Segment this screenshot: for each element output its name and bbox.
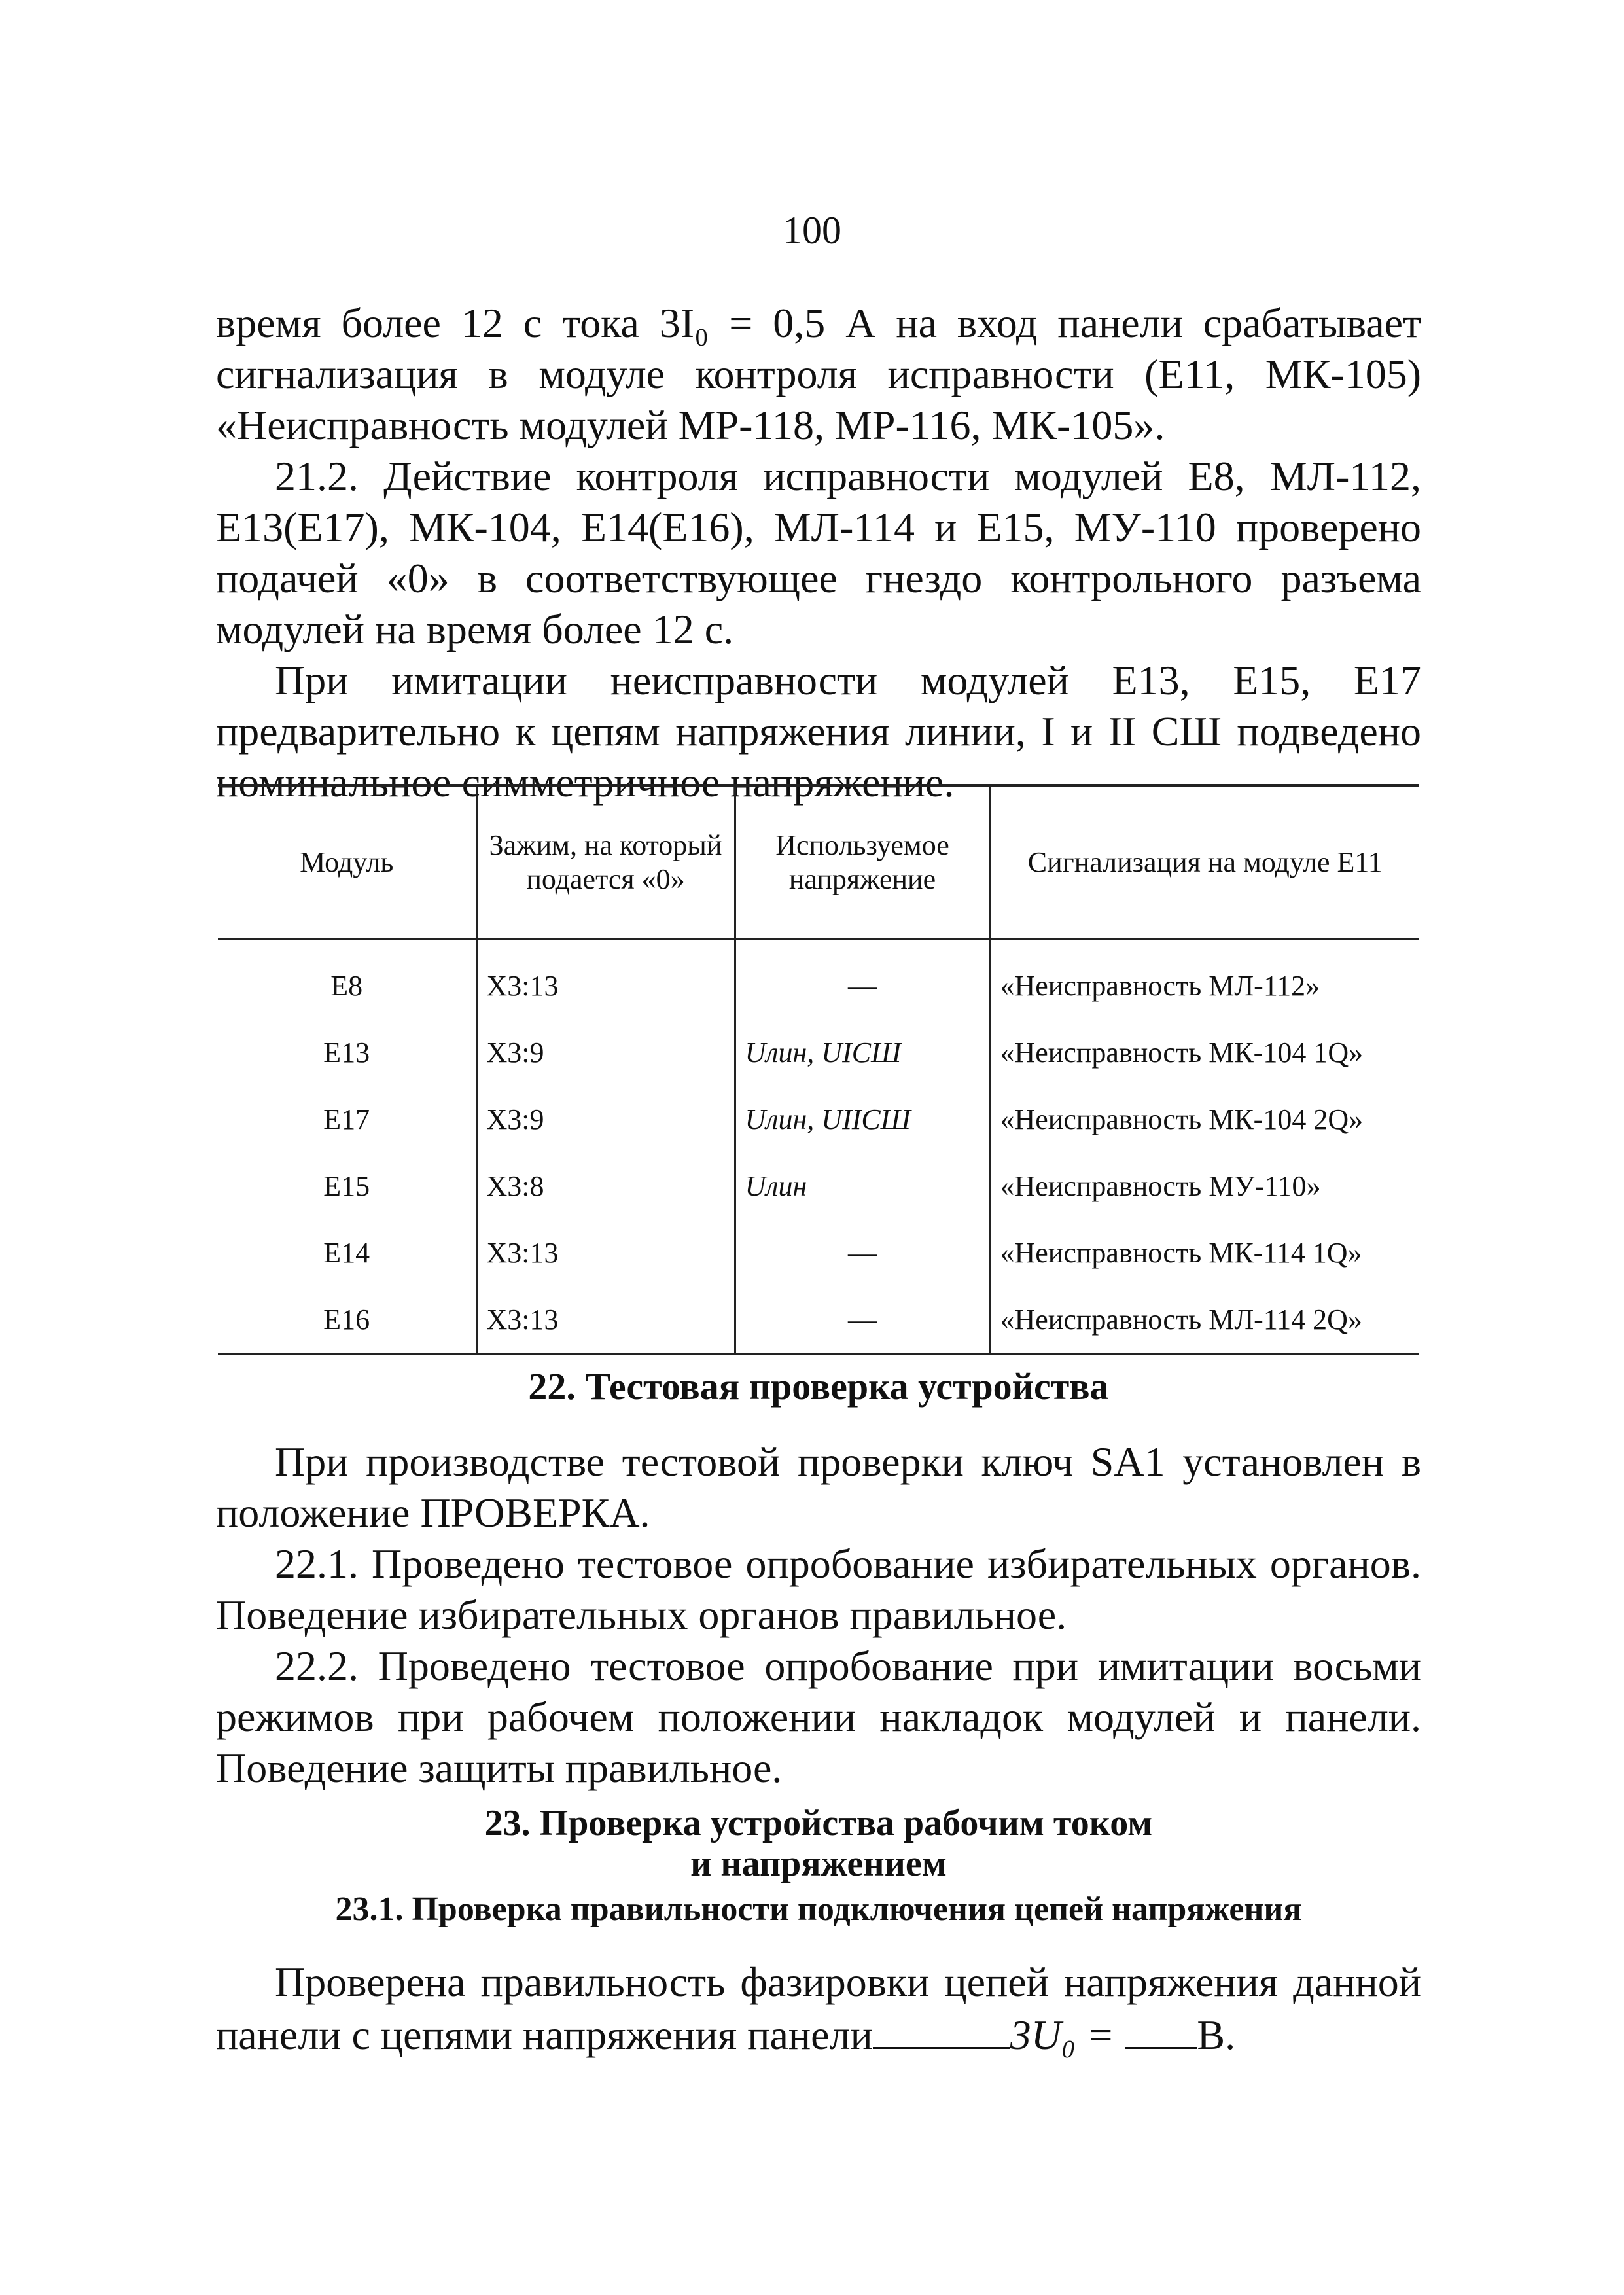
- section-heading-22: 22. Тестовая проверка устройства: [528, 1365, 1109, 1408]
- header-terminal: Зажим, на который подается «0»: [476, 785, 735, 940]
- cell-signal: «Неисправность МЛ-114 2Q»: [990, 1286, 1419, 1354]
- cell-module: Е8: [330, 969, 363, 1002]
- table-row: [218, 1286, 1419, 1354]
- cell-voltage: —: [735, 1219, 990, 1286]
- cell-terminal: Х3:13: [476, 940, 735, 1020]
- text-block-23-1: [216, 1957, 1421, 2061]
- section-heading-23-1: 23.1. Проверка правильности подключения цепей напряжения: [335, 1891, 1302, 1928]
- cell-signal: «Неисправность МУ-110»: [990, 1152, 1419, 1219]
- cell-terminal: Х3:9: [476, 1019, 735, 1086]
- panel-blank-field[interactable]: [873, 2008, 1010, 2049]
- paragraph-phasing: [216, 1957, 1421, 2061]
- cell-signal: «Неисправность МЛ-112»: [990, 940, 1419, 1020]
- table-row: [218, 1152, 1419, 1219]
- section-heading-23-line1: 23. Проверка устройства рабочим током: [484, 1803, 1153, 1843]
- formula-3u0: 3U₀ =: [1010, 2012, 1115, 2058]
- cell-voltage: Uлин, UIСШ: [735, 1019, 990, 1086]
- header-module: Модуль: [218, 785, 476, 940]
- paragraph-imitation: При имитации неисправности модулей Е13, Е15, Е17 предварительно к цепям напряжения линии, I и II СШ подведено номинальное симметричное напряжение.: [216, 657, 1421, 806]
- cell-terminal: Х3:8: [476, 1152, 735, 1219]
- text-block-22: [216, 1436, 1421, 1794]
- paragraph-21-2: 21.2. Действие контроля исправности модулей Е8, МЛ-112, Е13(Е17), МК-104, Е14(Е16), МЛ-114 и Е15, МУ-110 проверено подачей «0» в соответствующее гнездо контрольного разъема модулей на время более 12 с.: [216, 453, 1421, 652]
- cell-module: Е16: [218, 1286, 476, 1354]
- section-heading-23-line2: и напряжением: [690, 1843, 947, 1884]
- cell-terminal: Х3:13: [476, 1286, 735, 1354]
- page-number: 100: [783, 209, 841, 252]
- table-row: [218, 1019, 1419, 1086]
- cell-voltage: —: [735, 940, 990, 1020]
- cell-voltage: —: [735, 1286, 990, 1354]
- section-heading-23: [216, 1803, 1421, 1884]
- cell-signal: «Неисправность МК-104 1Q»: [990, 1019, 1419, 1086]
- cell-module: Е14: [323, 1236, 370, 1269]
- cell-module: Е13: [323, 1036, 370, 1069]
- cell-module: Е15: [323, 1169, 370, 1202]
- table-row: [218, 940, 1419, 1020]
- cell-module: Е17: [323, 1103, 370, 1135]
- header-signal: Сигнализация на модуле Е11: [990, 785, 1419, 940]
- cell-voltage: Uлин: [735, 1152, 990, 1219]
- cell-terminal: Х3:9: [476, 1086, 735, 1152]
- paragraph-22-1: 22.1. Проведено тестовое опробование избирательных органов. Поведение избирательных органов правильное.: [216, 1540, 1421, 1638]
- paragraph-22-2: 22.2. Проведено тестовое опробование при имитации восьми режимов при рабочем положении накладок модулей и панели. Поведение защиты правильное.: [216, 1643, 1421, 1791]
- formula-unit: В.: [1197, 2012, 1236, 2058]
- header-voltage: Используемое напряжение: [735, 785, 990, 940]
- cell-signal: «Неисправность МК-104 2Q»: [990, 1086, 1419, 1152]
- phasing-text: Проверена правильность фазировки цепей напряжения данной панели с цепями напряжения панели: [216, 1959, 1421, 2058]
- table-header-row: [218, 785, 1419, 940]
- table-row: [218, 1219, 1419, 1286]
- text-block-21: [216, 298, 1421, 808]
- cell-terminal: Х3:13: [476, 1219, 735, 1286]
- paragraph-continuation: время более 12 с тока 3I₀ = 0,5 А на вход панели срабатывает сигнализация в модуле контроля исправности (Е11, МК-105) «Неисправность модулей МР-118, МР-116, МК-105».: [216, 300, 1421, 448]
- paragraph-test-key: При производстве тестовой проверки ключ SA1 установлен в положение ПРОВЕРКА.: [216, 1438, 1421, 1536]
- voltage-blank-field[interactable]: [1125, 2008, 1197, 2049]
- cell-signal: «Неисправность МК-114 1Q»: [990, 1219, 1419, 1286]
- table-row: [218, 1086, 1419, 1152]
- module-check-table: [218, 784, 1419, 1355]
- cell-voltage: Uлин, UIIСШ: [735, 1086, 990, 1152]
